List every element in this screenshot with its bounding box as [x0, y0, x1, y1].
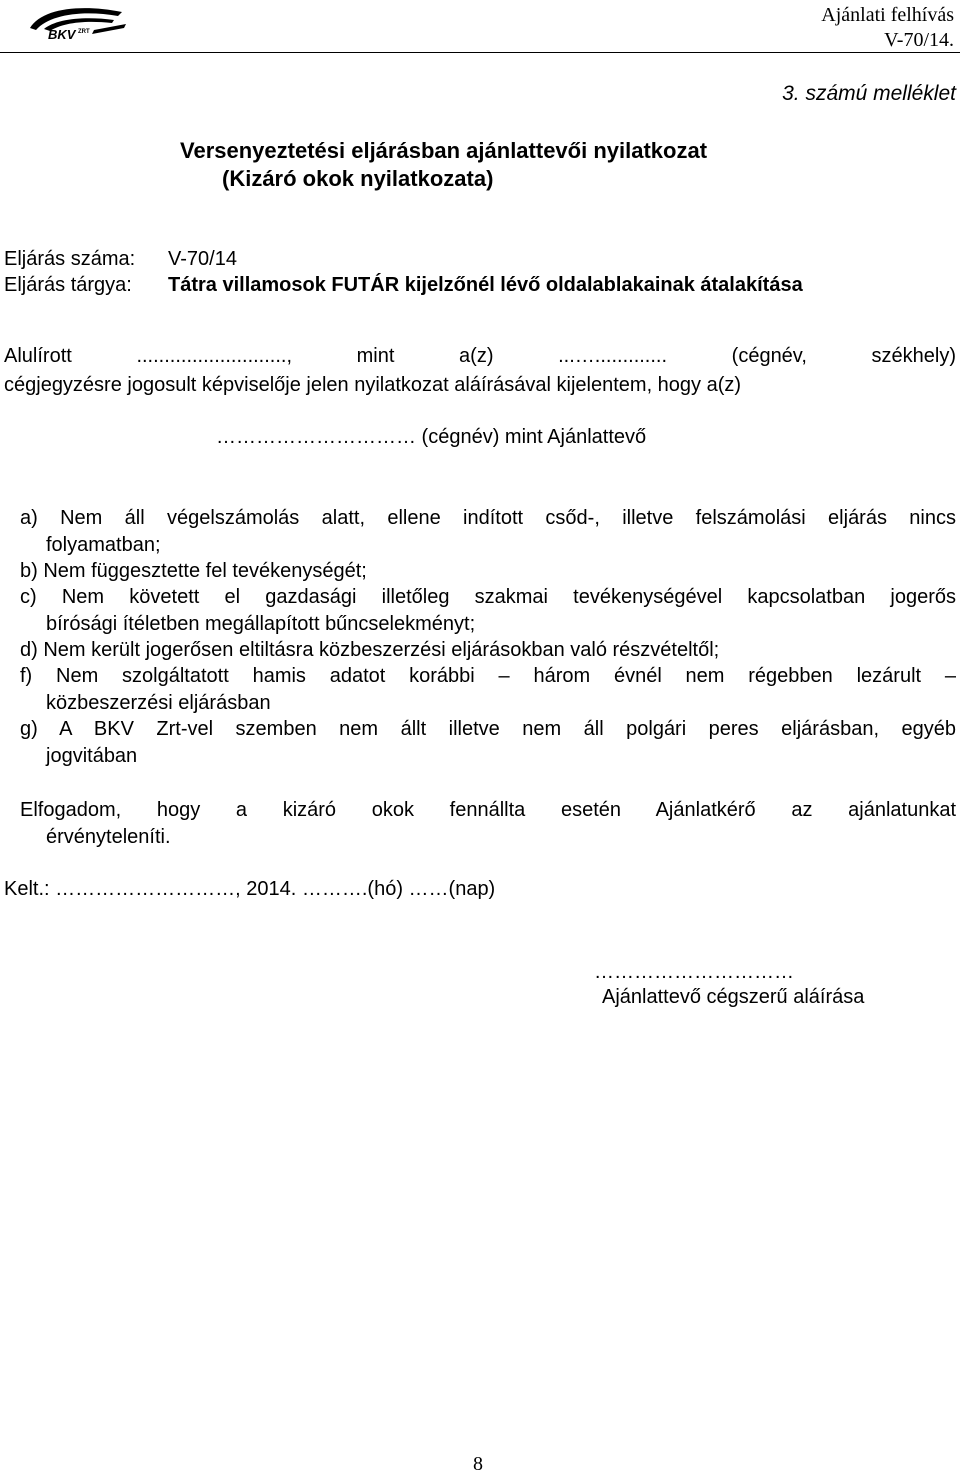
acceptance-text: Elfogadom, hogy a kizáró okok fennállta esetén Ajánlatkérő az ajánlatunkat — [20, 799, 956, 821]
declaration-item-g — [20, 716, 956, 769]
declaration-item-d — [20, 637, 956, 664]
signature-line: ………………………… — [594, 961, 794, 983]
procedure-number-label: Eljárás száma: — [4, 248, 136, 270]
logo-superscript: ZRT — [78, 29, 90, 35]
intro-word: székhely) — [871, 345, 956, 367]
procedure-subject-value: Tátra villamosok FUTÁR kijelzőnél lévő oldalablakainak átalakítása — [168, 274, 803, 296]
page-number: 8 — [473, 1453, 483, 1475]
declaration-item-f — [20, 663, 956, 716]
intro-word: (cégnév, — [731, 345, 807, 367]
declaration-text: f) Nem szolgáltatott hamis adatot korábbi – három évnél nem régebben lezárult – — [20, 665, 956, 687]
document-id: V-70/14. — [884, 29, 954, 51]
declaration-continuation: bírósági ítéletben megállapított bűncselekményt; — [46, 612, 476, 635]
signature-label: Ajánlattevő cégszerű aláírása — [602, 986, 865, 1008]
acceptance-paragraph — [20, 797, 956, 850]
document-type: Ajánlati felhívás — [821, 4, 954, 26]
declaration-item-c — [20, 584, 956, 637]
date-line: Kelt.: ………………………, 2014. ……….(hó) ……(nap) — [4, 878, 496, 900]
logo-text: BKV — [48, 27, 76, 40]
signature-block — [594, 960, 865, 1010]
declaration-continuation: közbeszerzési eljárásban — [46, 691, 271, 714]
annex-label: 3. számú melléklet — [782, 82, 956, 105]
intro-word: ..........................., mint a(z) — [136, 345, 494, 367]
procedure-subject-label: Eljárás tárgya: — [4, 274, 132, 296]
declaration-continuation: jogvitában — [46, 744, 138, 767]
declaration-text: d) Nem került jogerősen eltiltásra közbeszerzési eljárásokban való részvételtől; — [20, 639, 720, 661]
header-document-info — [821, 3, 954, 53]
declaration-text: a) Nem áll végelszámolás alatt, ellene indított csőd-, illetve felszámolási eljárás nincs — [20, 507, 956, 529]
bkv-logo — [22, 2, 132, 40]
declaration-text: g) A BKV Zrt-vel szemben nem állt illetve nem áll polgári peres eljárásban, egyéb — [20, 718, 956, 740]
procedure-number-value: V-70/14 — [168, 248, 237, 270]
declaration-text: c) Nem követett el gazdasági illetőleg szakmai tevékenységével kapcsolatban jogerős — [20, 586, 956, 608]
intro-line-2: cégjegyzésre jogosult képviselője jelen nyilatkozat aláírásával kijelentem, hogy a(z) — [4, 374, 742, 396]
page-subtitle: (Kizáró okok nyilatkozata) — [222, 166, 494, 191]
intro-line-1 — [4, 343, 956, 369]
header-divider — [0, 52, 960, 53]
company-line: ………………………… (cégnév) mint Ajánlattevő — [216, 426, 647, 448]
page-title: Versenyeztetési eljárásban ajánlattevői nyilatkozat — [180, 138, 708, 163]
declaration-item-a — [20, 505, 956, 558]
declaration-text: b) Nem függesztette fel tevékenységét; — [20, 560, 367, 582]
intro-word: ...…............. — [558, 345, 668, 367]
declaration-continuation: folyamatban; — [46, 533, 161, 556]
declaration-item-b — [20, 558, 956, 585]
acceptance-continuation: érvényteleníti. — [46, 825, 171, 848]
intro-word: Alulírott — [4, 345, 72, 367]
